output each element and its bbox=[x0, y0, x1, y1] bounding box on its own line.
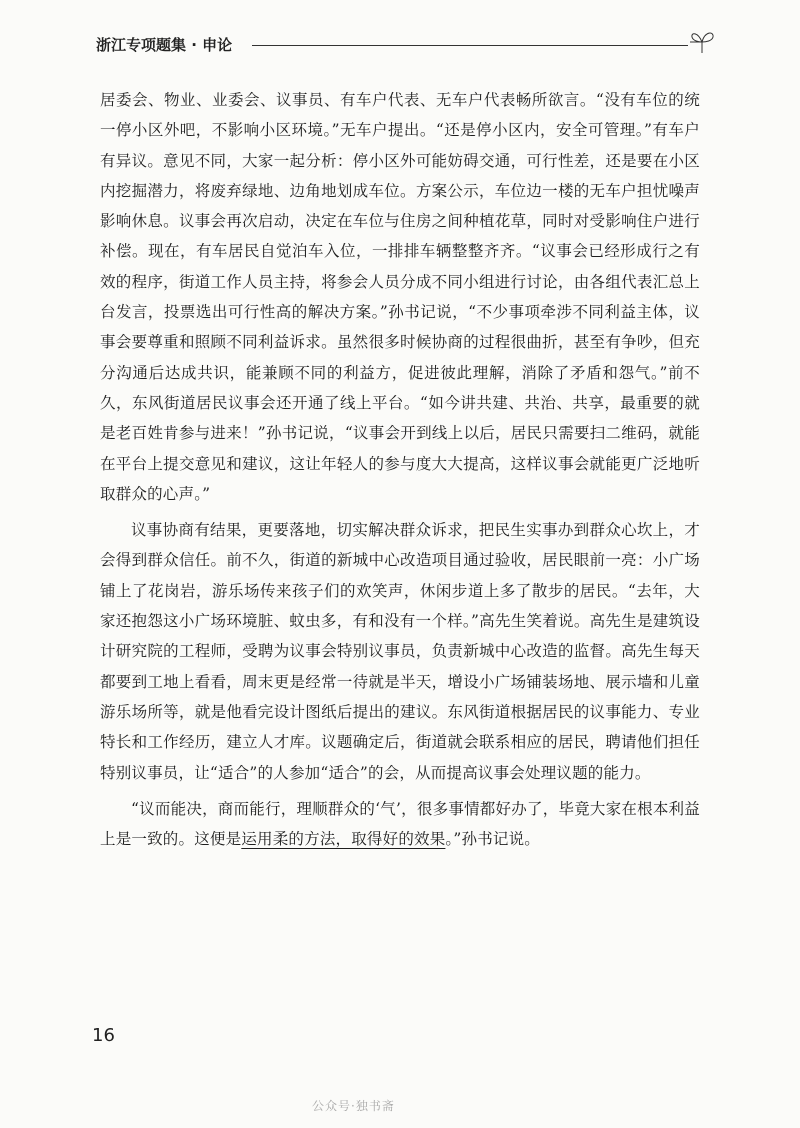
paragraph-3-lead: “议而能决，商而能行，理顺群众的‘气’，很多事情都好办了，毕竟大家在根本利益上是一致的。这便是 bbox=[100, 799, 700, 849]
body-paragraph-1: 居委会、物业、业委会、议事员、有车户代表、无车户代表畅所欲言。“没有车位的统一停小区外吧，不影响小区环境。”无车户提出。“还是停小区内，安全可管理。”有车户有异议。意见不同，大家一起分析：停小区外可能妨碍交通，可行性差，还是要在小区内挖掘潜力，将废弃绿地、边角地划成车位。方案公示，车位边一楼的无车户担忧噪声影响休息。议事会再次启动，决定在车位与住房之间种植花草，同时对受影响住户进行补偿。现在，有车居民自觉泊车入位，一排排车辆整整齐齐。“议事会已经形成行之有效的程序，街道工作人员主持，将参会人员分成不同小组进行讨论，由各组代表汇总上台发言，投票选出可行性高的解决方案。”孙书记说，“不少事项牵涉不同利益主体，议事会要尊重和照顾不同利益诉求。虽然很多时候协商的过程很曲折，甚至有争吵，但充分沟通后达成共识，能兼顾不同的利益方，促进彼此理解，消除了矛盾和怨气。”前不久，东风街道居民议事会还开通了线上平台。“如今讲共建、共治、共享，最重要的就是老百姓肯参与进来！”孙书记说，“议事会开到线上以后，居民只需要扫二维码，就能在平台上提交意见和建议，这让年轻人的参与度大大提高，这样议事会就能更广泛地听取群众的心声。” bbox=[100, 91, 700, 503]
underlined-phrase: 运用柔的方法，取得好的效果 bbox=[241, 830, 446, 849]
body-paragraph-2: 议事协商有结果，更要落地，切实解决群众诉求，把民生实事办到群众心坎上，才会得到群众信任。前不久，街道的新城中心改造项目通过验收，居民眼前一亮：小广场铺上了花岗岩，游乐场传来孩子们的欢笑声，休闲步道上多了散步的居民。“去年，大家还抱怨这小广场环境脏、蚊虫多，有和没有一个样。”高先生笑着说。高先生是建筑设计研究院的工程师，受聘为议事会特别议事员，负责新城中心改造的监督。高先生每天都要到工地上看看，周末更是经常一待就是半天，增设小广场铺装场地、展示墙和儿童游乐场所等，就是他看完设计图纸后提出的建议。东风街道根据居民的议事能力、专业特长和工作经历，建立人才库。议题确定后，街道就会联系相应的居民，聘请他们担任特别议事员，让“适合”的人参加“适合”的会，从而提高议事会处理议题的能力。 bbox=[100, 521, 700, 782]
header-title: 浙江专项题集 · 申论 bbox=[96, 36, 233, 54]
watermark: 公众号·独书斋 bbox=[312, 1099, 395, 1113]
sprout-icon bbox=[688, 28, 716, 54]
running-header bbox=[96, 34, 716, 58]
page-number: 16 bbox=[92, 1025, 115, 1046]
header-rule bbox=[252, 45, 688, 46]
page-body bbox=[100, 85, 700, 854]
body-paragraph-3 bbox=[100, 794, 700, 855]
paragraph-3-tail: 。”孙书记说。 bbox=[445, 830, 540, 849]
